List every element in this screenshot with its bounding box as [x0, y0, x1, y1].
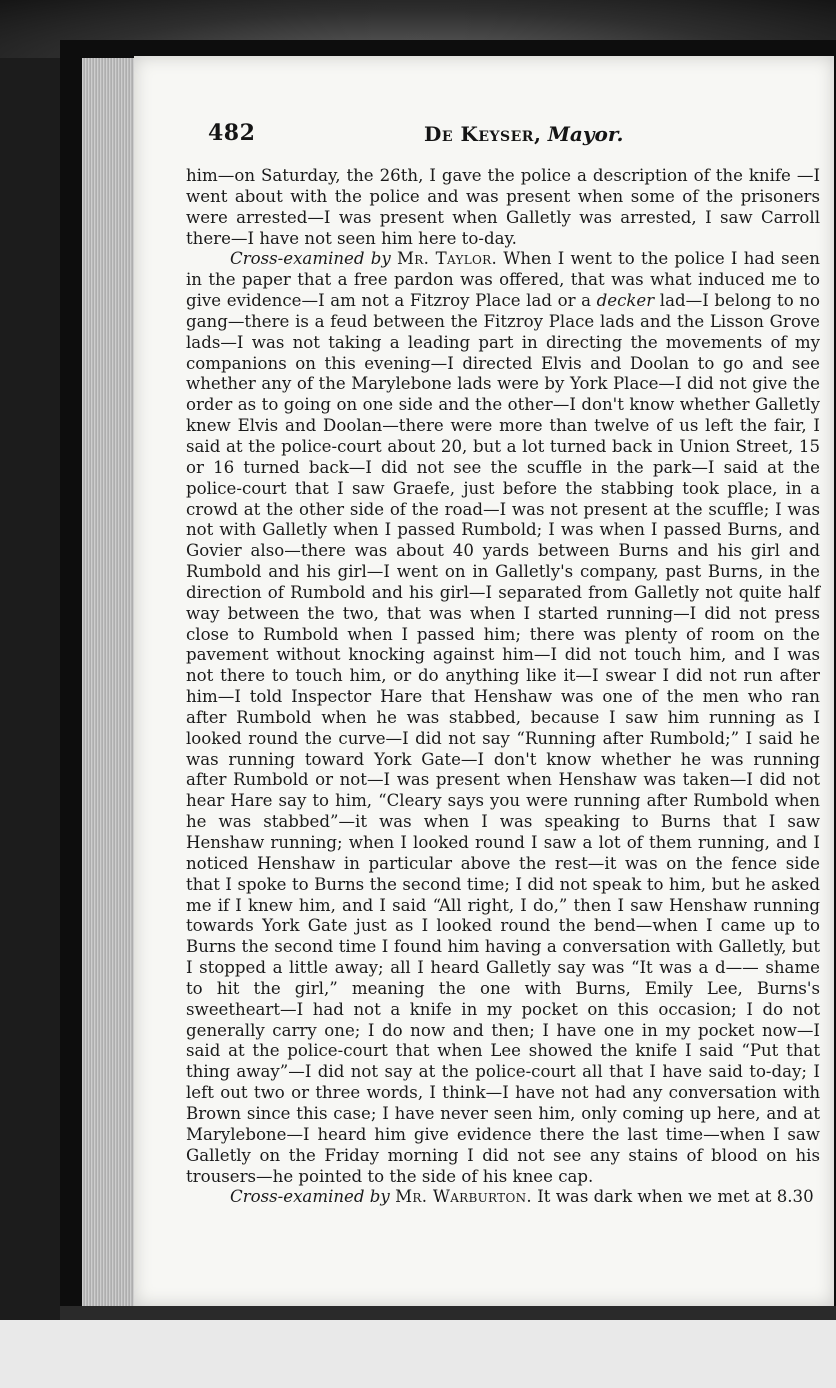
- paragraph-continuation: him—on Saturday, the 26th, I gave the police a description of the knife —I went about with the police and was present when some of the prisoners were arrested—I was present when Galletly was arrested, I saw Carroll there—I have not seen him here to-day.: [186, 166, 820, 248]
- cross-examined-label: Cross-examined by: [230, 1187, 390, 1207]
- book-page-edges: [82, 58, 137, 1320]
- counsel-name: Mr. Warburton.: [395, 1187, 532, 1207]
- page-number: 482: [208, 120, 256, 146]
- paragraph-cross-examination-warburton: [186, 1187, 820, 1208]
- testimony-italic-word: decker: [596, 291, 655, 311]
- scan-background-bottom: [0, 1320, 836, 1388]
- page-header: [208, 120, 818, 156]
- counsel-name: Mr. Taylor.: [396, 249, 498, 269]
- testimony-text: It was dark when we met at 8.30: [531, 1187, 814, 1207]
- cross-examined-label: Cross-examined by: [230, 249, 391, 269]
- running-head-title: Mayor.: [547, 122, 624, 146]
- paragraph-cross-examination-taylor: [186, 249, 820, 1187]
- running-head: [424, 122, 624, 146]
- testimony-text-continued: lad—I belong to no gang—there is a feud between the Fitzroy Place lads and the Lisson Grove lads—I was not taking a leading part in directing the movements of my companions on this evening—I directed Elvis and Doolan to go and see whether any of the Marylebone lads were by York Place—I did not give the order as to going on one side and the other—I don't know whether Galletly knew Elvis and Doolan—there were more than twelve of us left the fair, I said at the police-court about 20, but a lot turned back in Union Street, 15 or 16 turned back—I did not see the scuffle in the park—I said at the police-court that I saw Graefe, just before the stabbing took place, in a crowd at the other side of the road—I was not present at the scuffle; I was not with Galletly when I passed Rumbold; I was when I passed Burns, and Govier also—there was about 40 yards between Burns and his girl and Rumbold and his girl—I went on in Galletly's company, past Burns, in the direction of Rumbold and his girl—I separated from Galletly not quite half way between the two, that was when I started running—I did not press close to Rumbold when I passed him; there was plenty of room on the pavement without knocking against him—I did not touch him, and I was not there to touch him, or do anything like it—I swear I did not run after him—I told Inspector Hare that Henshaw was one of the men who ran after Rumbold when he was stabbed, because I saw him running as I looked round the curve—I did not say “Running after Rumbold;” I said he was running toward York Gate—I don't know whether he was running after Rumbold or not—I was present when Henshaw was taken—I did not hear Hare say to him, “Cleary says you were running after Rumbold when he was stabbed”—it was when I was speaking to Burns that I saw Henshaw running; when I looked round I saw a lot of them running, and I noticed Henshaw in particular above the rest—it was on the fence side that I spoke to Burns the second time; I did not speak to him, but he asked me if I knew him, and I said “All right, I do,” then I saw Henshaw running towards York Gate just as I looked round the bend—when I came up to Burns the second time I found him having a conversation with Galletly, but I stopped a little away; all I heard Galletly say was “It was a d—— shame to hit the girl,” meaning the one with Burns, Emily Lee, Burns's sweetheart—I had not a knife in my pocket on this occasion; I do not generally carry one; I do now and then; I have one in my pocket now—I said at the police-court that when Lee showed the knife I said “Put that thing away”—I did not say at the police-court all that I have said to-day; I left out two or three words, I think—I have not had any conversation with Brown since this case; I have never seen him, only coming up here, and at Marylebone—I heard him give evidence there the last time—when I saw Galletly on the Friday morning I did not see any stains of blood on his trousers—he pointed to the side of his knee cap.: [186, 291, 820, 1186]
- page-body: [186, 166, 820, 1208]
- running-head-name: De Keyser,: [424, 122, 542, 146]
- testimony-text: When I went to the police I had seen in the paper that a free pardon was offered, that was what induced me to give evidence—I am not a Fitzroy Place lad or a: [186, 249, 820, 311]
